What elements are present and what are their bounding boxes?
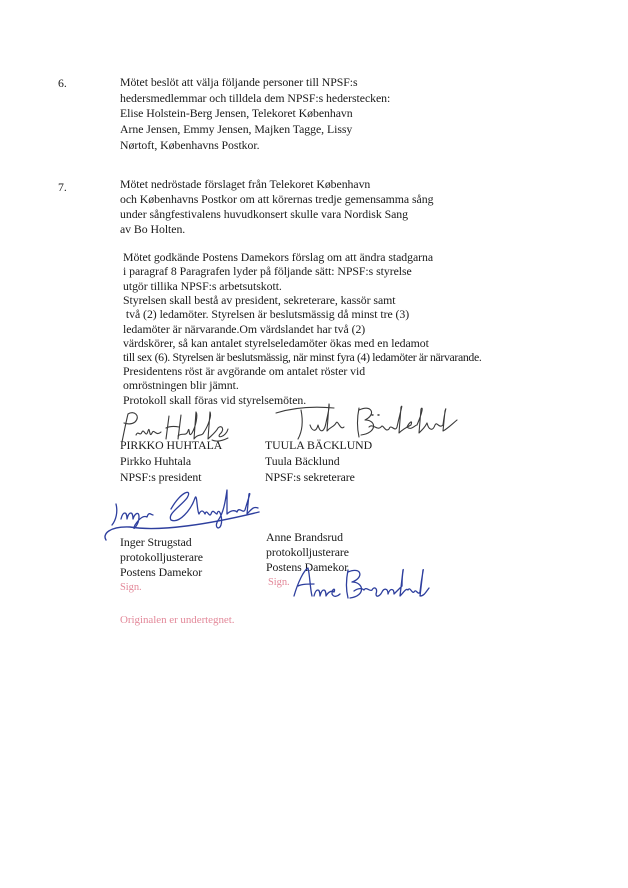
- item6-line: Nørtoft, Københavns Postkor.: [120, 138, 260, 152]
- sign-annotation: Sign.: [120, 582, 142, 593]
- signatory-org: Postens Damekor: [266, 560, 349, 574]
- amendment-line: Presidentens röst är avgörande om antalet röster vid: [123, 364, 366, 378]
- item-number-7: 7.: [58, 180, 67, 194]
- item7-line: Mötet nedröstade förslaget från Telekoret København: [120, 177, 371, 191]
- signatory-role: NPSF:s president: [120, 470, 202, 484]
- signatory-org: Postens Damekor: [120, 565, 203, 579]
- amendment-line: värdskörer, så kan antalet styrelseledamöter ökas med en ledamot: [123, 336, 429, 350]
- signatory-role: protokolljusterare: [120, 550, 203, 564]
- sign-annotation: Sign.: [268, 577, 290, 588]
- amendment-line: till sex (6). Styrelsen är beslutsmässig, när minst fyra (4) ledamöter är närvarande.: [123, 350, 482, 364]
- item6-line: Arne Jensen, Emmy Jensen, Majken Tagge, Lissy: [120, 122, 353, 136]
- amendment-line: omröstningen blir jämnt.: [123, 378, 239, 392]
- item-number-6: 6.: [58, 76, 67, 90]
- item7-line: under sångfestivalens huvudkonsert skulle vara Nordisk Sang: [120, 207, 408, 221]
- amendment-line: i paragraf 8 Paragrafen lyder på följande sätt: NPSF:s styrelse: [123, 264, 412, 278]
- signature-brandsrud: [290, 565, 432, 603]
- amendment-line: Mötet godkände Postens Damekors förslag om att ändra stadgarna: [123, 250, 434, 264]
- item7-line: av Bo Holten.: [120, 222, 186, 236]
- amendment-line: Protokoll skall föras vid styrelsemöten.: [123, 393, 307, 407]
- item6-line: Mötet beslöt att välja följande personer till NPSF:s: [120, 75, 358, 89]
- signatory-name-caps: TUULA BÄCKLUND: [265, 438, 373, 452]
- item6-line: hedersmedlemmar och tilldela dem NPSF:s hederstecken:: [120, 91, 391, 105]
- signatory-role: NPSF:s sekreterare: [265, 470, 355, 484]
- amendment-line: ledamöter är närvarande.Om värdslandet har två (2): [123, 322, 366, 336]
- signatory-name: Pirkko Huhtala: [120, 454, 192, 468]
- signatory-name-caps: PIRKKO HUHTALA: [120, 438, 223, 452]
- original-signed-note: Originalen er undertegnet.: [120, 614, 235, 626]
- item7-line: och Københavns Postkor om att körernas tredje gemensamma sång: [120, 192, 434, 206]
- signatory-name: Inger Strugstad: [120, 535, 192, 549]
- item6-line: Elise Holstein-Berg Jensen, Telekoret København: [120, 106, 353, 120]
- amendment-line: utgör tillika NPSF:s arbetsutskott.: [123, 279, 282, 293]
- amendment-line: Styrelsen skall bestå av president, sekreterare, kassör samt: [123, 293, 396, 307]
- signatory-name: Tuula Bäcklund: [265, 454, 340, 468]
- signatory-role: protokolljusterare: [266, 545, 349, 559]
- signatory-name: Anne Brandsrud: [266, 530, 343, 544]
- amendment-line: två (2) ledamöter. Styrelsen är beslutsmässig då minst tre (3): [123, 307, 410, 321]
